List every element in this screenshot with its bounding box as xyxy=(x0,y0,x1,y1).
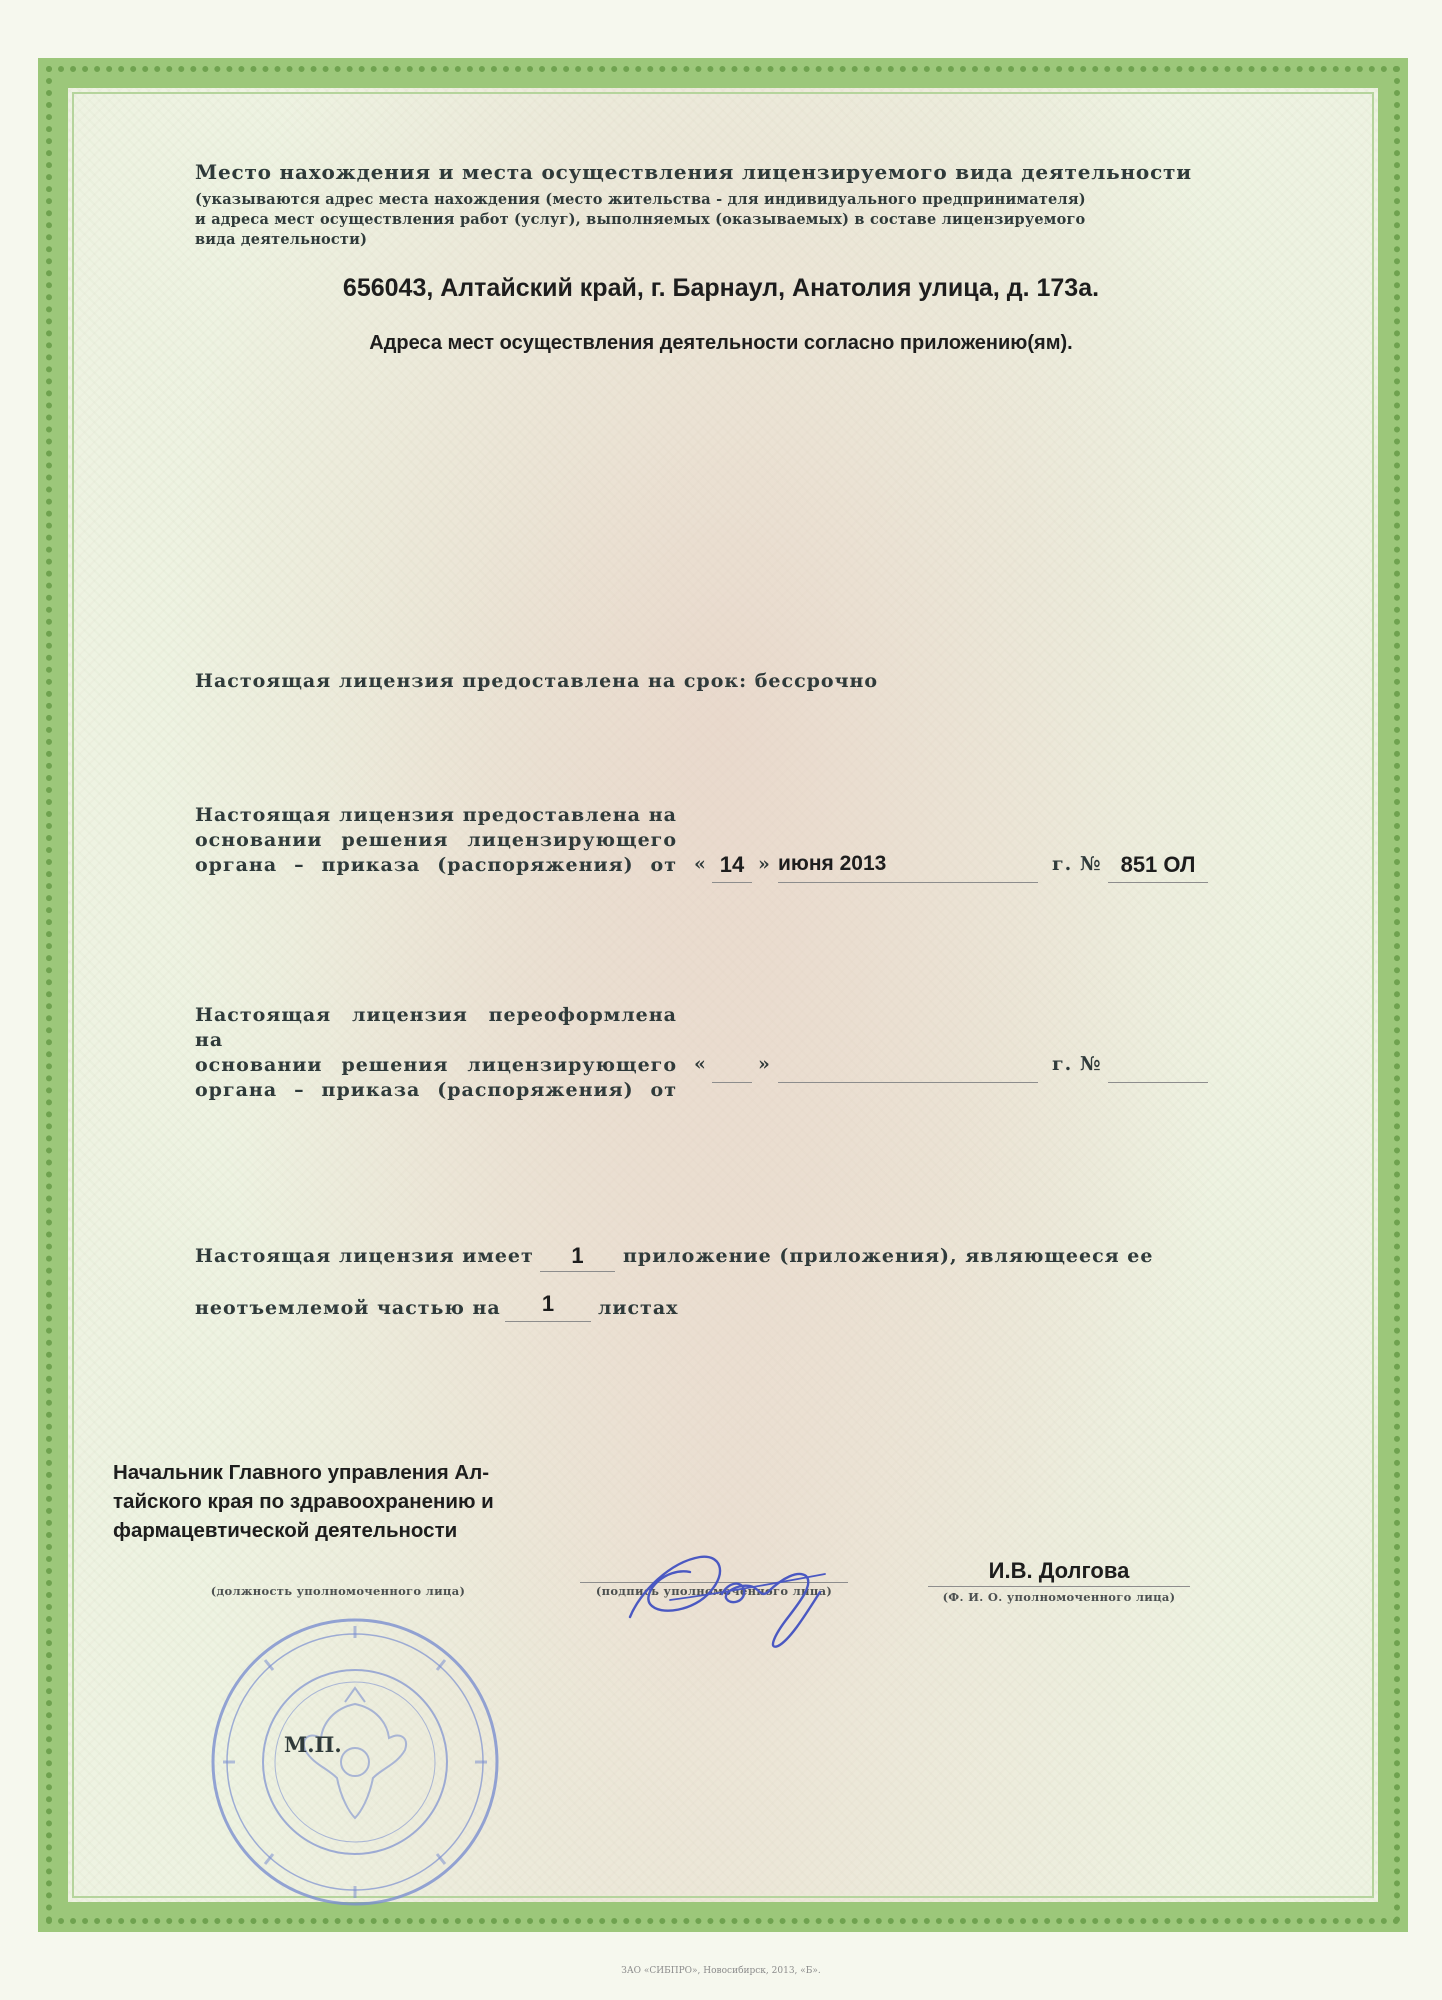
appendix-line-end: приложение (приложения), являющееся ее xyxy=(623,1245,1154,1267)
handwritten-signature xyxy=(610,1522,840,1662)
granted-quote-close: » xyxy=(758,853,771,875)
reissued-month-field xyxy=(778,1052,1038,1083)
position-caption: (должность уполномоченного лица) xyxy=(210,1584,466,1598)
official-seal xyxy=(205,1612,505,1912)
appendix-sheets-start: неотъемлемой частью на xyxy=(195,1297,501,1319)
signature-caption: (подпись уполномоченного лица) xyxy=(595,1584,833,1598)
granted-number-label: г. № xyxy=(1052,853,1102,875)
reissued-quote-close: » xyxy=(758,1053,771,1075)
granted-month-field: июня 2013 xyxy=(778,852,1038,883)
reissued-quote-open: « xyxy=(694,1053,707,1075)
granted-line: органа – приказа (распоряжения) от xyxy=(195,854,677,876)
subtitle-line: и адреса мест осуществления работ (услуг), выполняемых (оказываемых) в составе лицензируемого xyxy=(195,211,1086,228)
granted-day-field: 14 xyxy=(712,852,752,883)
granted-number-field: 851 ОЛ xyxy=(1108,852,1208,883)
appendix-line-start: Настоящая лицензия имеет xyxy=(195,1245,534,1267)
appendix-sheets-field: 1 xyxy=(505,1291,591,1322)
appendix-count-field: 1 xyxy=(540,1243,615,1272)
page-subtitle xyxy=(195,190,1235,250)
granted-quote-open: « xyxy=(694,853,707,875)
reissued-text xyxy=(195,1003,677,1103)
activities-note: Адреса мест осуществления деятельности согласно приложению(ям). xyxy=(369,332,1073,354)
official-position-line: фармацевтической деятельности xyxy=(113,1519,458,1542)
official-position xyxy=(113,1458,563,1545)
reissued-line: органа – приказа (распоряжения) от xyxy=(195,1079,677,1101)
official-position-line: тайского края по здравоохранению и xyxy=(113,1490,494,1513)
subtitle-line: вида деятельности) xyxy=(195,231,368,248)
printer-footer: ЗАО «СИБПРО», Новосибирск, 2013, «Б». xyxy=(621,1966,821,1976)
reissued-day-field xyxy=(712,1052,752,1083)
granted-line: основании решения лицензирующего xyxy=(195,829,677,851)
reissued-number-field xyxy=(1108,1052,1208,1083)
reissued-number-label: г. № xyxy=(1052,1053,1102,1075)
name-caption: (Ф. И. О. уполномоченного лица) xyxy=(942,1590,1176,1604)
page-title: Место нахождения и места осуществления лицензируемого вида деятельности xyxy=(195,160,1192,184)
granted-text xyxy=(195,803,677,878)
reissued-line: основании решения лицензирующего xyxy=(195,1054,677,1076)
granted-line: Настоящая лицензия предоставлена на xyxy=(195,804,677,826)
seal-place-mark: М.П. xyxy=(284,1732,342,1757)
term-label: Настоящая лицензия предоставлена на срок: xyxy=(195,670,748,692)
official-name: И.В. Долгова xyxy=(928,1558,1190,1587)
subtitle-line: (указываются адрес места нахождения (место жительства - для индивидуального предпринимателя) xyxy=(195,191,1086,208)
official-position-line: Начальник Главного управления Ал- xyxy=(113,1461,490,1484)
location-address: 656043, Алтайский край, г. Барнаул, Анатолия улица, д. 173а. xyxy=(342,274,1100,302)
reissued-line: Настоящая лицензия переоформлена на xyxy=(195,1004,677,1051)
appendix-sheets-end: листах xyxy=(598,1297,679,1319)
term-value: бессрочно xyxy=(754,670,879,692)
term-row xyxy=(195,670,878,692)
